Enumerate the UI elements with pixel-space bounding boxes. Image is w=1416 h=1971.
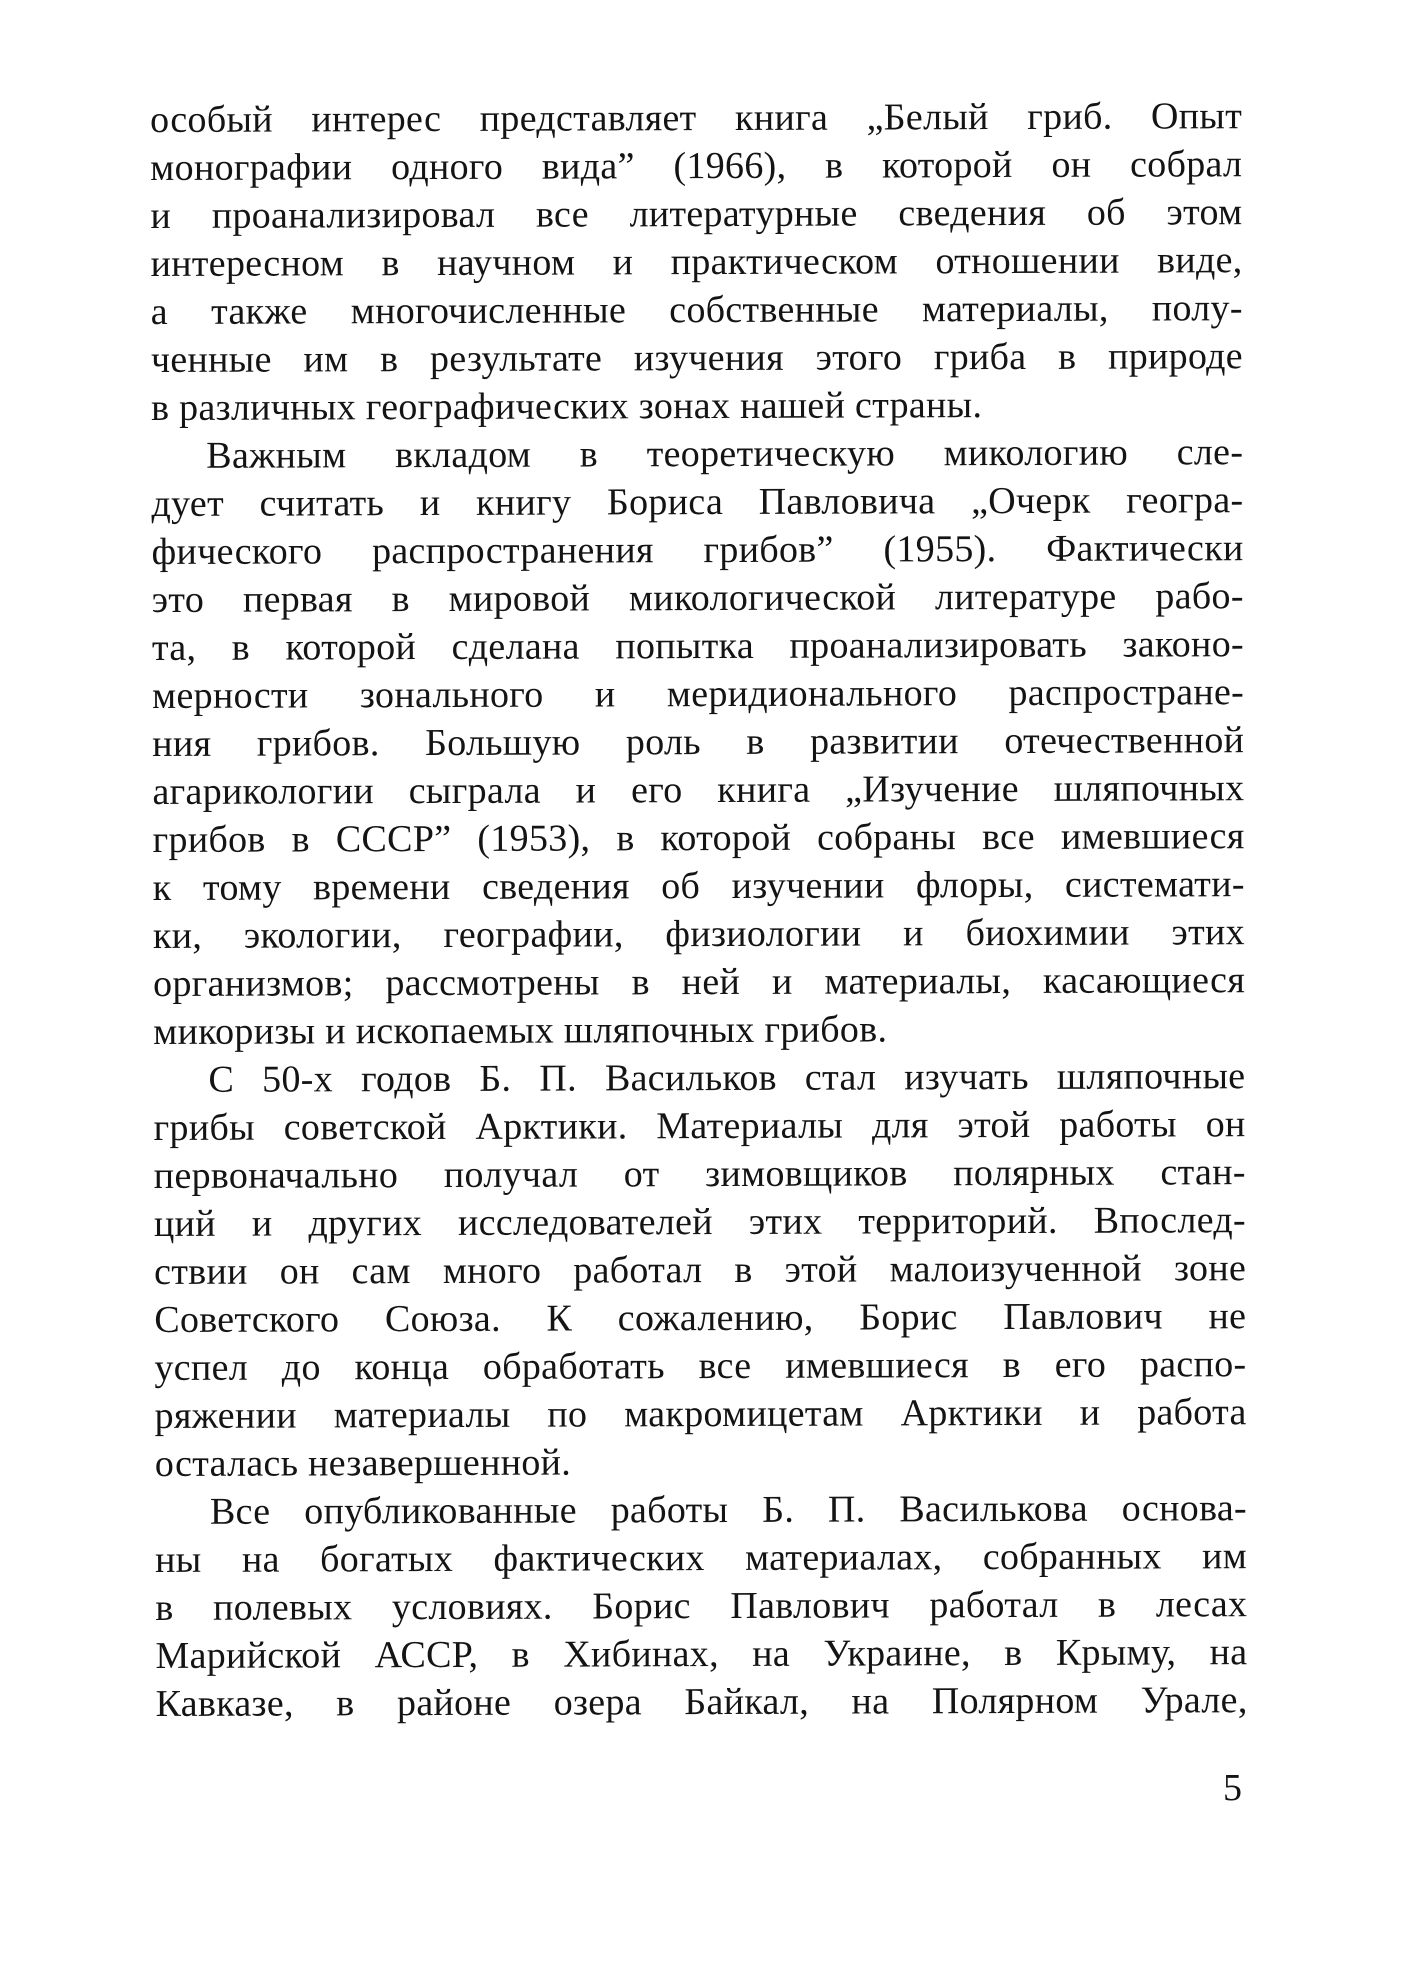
page-body — [150, 92, 1248, 1728]
text-line: к тому времени сведения об изучении флоры, системати- — [152, 863, 1245, 909]
text-line: ченные им в результате изучения этого гриба в природе — [150, 335, 1243, 381]
text-line: микоризы и ископаемых шляпочных грибов. — [153, 1008, 888, 1053]
text-line: Все опубликованные работы Б. П. Василькова основа- — [209, 1487, 1248, 1533]
text-line: Советского Союза. К сожалению, Борис Павлович не — [154, 1295, 1247, 1341]
text-line: монографии одного вида” (1966), в которой он собрал — [150, 143, 1243, 189]
text-line: фического распространения грибов” (1955). Фактически — [151, 527, 1244, 573]
text-line: грибы советской Арктики. Материалы для этой работы он — [153, 1103, 1246, 1149]
text-line: Важным вкладом в теоретическую микологию сле- — [206, 431, 1244, 477]
text-line: особый интерес представляет книга „Белый гриб. Опыт — [150, 95, 1243, 141]
page-number: 5 — [1223, 1767, 1242, 1809]
text-line: мерности зонального и меридионального распростране- — [152, 671, 1245, 717]
text-line: первоначально получал от зимовщиков полярных стан- — [153, 1151, 1246, 1197]
text-line: агарикологии сыграла и его книга „Изучение шляпочных — [152, 767, 1245, 813]
text-line: ки, экологии, географии, физиологии и биохимии этих — [152, 911, 1245, 957]
text-line: та, в которой сделана попытка проанализировать законо- — [151, 623, 1244, 669]
text-line: а также многочисленные собственные материалы, полу- — [150, 287, 1243, 333]
paragraph — [153, 1052, 1247, 1488]
paragraph — [155, 1484, 1248, 1728]
text-line: грибов в СССР” (1953), в которой собраны все имевшиеся — [152, 815, 1245, 861]
text-line: дует считать и книгу Бориса Павловича „Очерк геогра- — [151, 479, 1244, 525]
text-line: осталась незавершенной. — [154, 1441, 572, 1485]
text-line: в полевых условиях. Борис Павлович работал в лесах — [155, 1583, 1248, 1629]
text-line: ствии он сам много работал в этой малоизученной зоне — [154, 1247, 1247, 1293]
text-line: Кавказе, в районе озера Байкал, на Полярном Урале, — [155, 1679, 1248, 1725]
paragraph — [150, 92, 1243, 432]
text-line: ны на богатых фактических материалах, собранных им — [155, 1535, 1248, 1581]
text-line: интересном в научном и практическом отношении виде, — [150, 239, 1243, 285]
text-line: ций и других исследователей этих территорий. Впослед- — [153, 1199, 1247, 1245]
paragraph — [151, 428, 1245, 1056]
text-line: Марийской АССР, в Хибинах, на Украине, в Крыму, на — [155, 1631, 1248, 1677]
text-line: ния грибов. Большую роль в развитии отечественной — [152, 719, 1245, 765]
text-line: это первая в мировой микологической литературе рабо- — [151, 575, 1244, 621]
text-line: С 50-х годов Б. П. Васильков стал изучать шляпочные — [208, 1055, 1246, 1101]
text-line: организмов; рассмотрены в ней и материалы, касающиеся — [153, 959, 1246, 1005]
text-line: и проанализировал все литературные сведения об этом — [150, 191, 1243, 237]
text-line: в различных географических зонах нашей страны. — [151, 384, 983, 429]
text-line: ряжении материалы по макромицетам Арктики и работа — [154, 1391, 1247, 1437]
text-line: успел до конца обработать все имевшиеся в его распо- — [154, 1343, 1247, 1389]
